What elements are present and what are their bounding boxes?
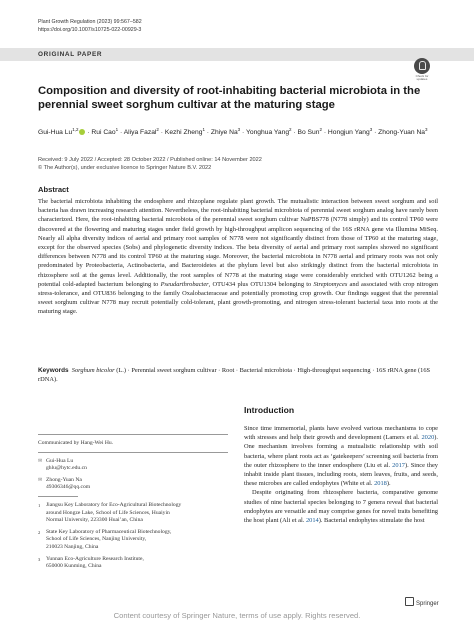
author-affiliation-ref: 1: [115, 127, 119, 132]
citation-link[interactable]: 2018: [374, 480, 387, 488]
author-name: Kezhi Zheng: [164, 129, 203, 137]
article-title: Composition and diversity of root-inhabiting bacterial microbiota in the perennial sweet sorghum cultivar at the maturing stage: [38, 85, 421, 111]
introduction-paragraph: [244, 424, 438, 488]
copyright-notice: © The Author(s), under exclusive licence to Springer Nature B.V. 2022: [38, 165, 212, 171]
author-name: Yonghua Yang: [246, 129, 290, 137]
author-name: Hongjun Yang: [327, 129, 370, 137]
author-affiliation-ref: 2: [289, 127, 292, 132]
introduction-text: Despite originating from rhizosphere bacteria, comparative genome studies of nine bacterial species belonging to 7 genera reveal that bacterial endophytes are versatile and may comprise genes for novel traits benefiting the host plant (Ali et al.: [244, 489, 438, 525]
affiliation-line: Normal University, 223300 Huai’an, China: [46, 517, 143, 524]
introduction-text: ). Bacterial endophytes stimulate the host: [318, 517, 425, 525]
affiliation-line: 650000 Kunming, China: [46, 563, 102, 570]
author-entry[interactable]: [38, 129, 85, 136]
author-affiliation-ref: 2: [319, 127, 322, 132]
affiliation-number: 3: [38, 556, 41, 562]
author-entry[interactable]: [91, 129, 118, 136]
contact-entry: [38, 458, 228, 473]
journal-citation: Plant Growth Regulation (2023) 99:567–582: [38, 19, 142, 25]
notes-divider: [38, 452, 228, 453]
author-entry[interactable]: [328, 129, 372, 136]
received-accepted-dates: Received: 9 July 2022 / Accepted: 28 October 2022 / Published online: 14 November 2022: [38, 157, 262, 163]
notes-divider-top: [38, 434, 228, 435]
citation-link[interactable]: 2014: [305, 517, 319, 525]
author-list: Gui-Hua Lu$^{1,2}$ · Rui Cao$^1$ · Aliya Fazal$^2$ · Kezhi Zheng$^1$ · Zhiye $Na^3$ · Yonghua Yang$^2$ · Bo Sun$^2$ · Hongjun Yang$^3$ · Zhong-Yuan Na$^3$: [38, 127, 428, 137]
affiliation-list: [38, 502, 228, 571]
badge-label-line2: updates: [416, 77, 428, 82]
publisher-logo: [405, 597, 439, 607]
introduction-paragraph: [244, 488, 438, 525]
author-name: Zhong-Yuan Na: [378, 129, 426, 137]
contact-list: [38, 458, 228, 492]
email-icon: ✉: [38, 477, 43, 483]
footer-notice: Content courtesy of Springer Nature, terms of use apply. Rights reserved.: [113, 611, 361, 620]
article-type-label: ORIGINAL PAPER: [38, 51, 103, 58]
author-affiliation-ref: 1: [202, 127, 205, 132]
affiliation-line: State Key Laboratory of Pharmaceutical Biotechnology,: [46, 528, 172, 535]
affiliation-divider: [38, 496, 78, 497]
affiliation-number: 1: [38, 502, 41, 508]
introduction-text: ). Since they inhabit inside plant tissues, including roots, stem leaves, fruits, and seeds, these microbes are called endophytes (White et al.: [244, 461, 438, 488]
introduction-text: ).: [386, 480, 391, 488]
author-name: Zhiye Na: [210, 129, 238, 137]
article-notes-column: [38, 430, 228, 575]
orcid-icon[interactable]: [79, 129, 85, 135]
author-affiliation-ref: 3: [425, 127, 428, 132]
author-name: Rui Cao: [91, 129, 116, 137]
email-icon: ✉: [38, 458, 43, 464]
abstract-taxon: Pseudarthrobacter: [160, 280, 209, 288]
keywords-list: (L.) · Perennial sweet sorghum cultivar · Root · Bacterial microbiota · High-throughput sequencing · 16S rRNA gene (16S rDNA).: [38, 367, 431, 384]
publication-dates: [38, 156, 438, 172]
affiliation-line: Yunnan Eco-Agriculture Research Institute,: [46, 555, 144, 562]
author-affiliation-ref: 3: [237, 127, 241, 132]
abstract-body: [38, 197, 438, 317]
author-entry[interactable]: [211, 129, 240, 136]
contact-name: Gui-Hua Lu: [46, 457, 74, 464]
introduction-body: [244, 424, 438, 525]
author-affiliation-ref: 3: [369, 127, 373, 132]
introduction-text: ). One mechanism involves forming a mutualistic relationship with soil bacteria, where plant roots act as ‘gatekeepers’ screening soil bacteria from the outer rhizosphere to the inner endosphere (Liu et al.: [244, 434, 438, 469]
publisher-name: Springer: [416, 601, 439, 607]
author-entry[interactable]: [165, 129, 205, 136]
affiliation-number: 2: [38, 529, 41, 535]
author-affiliation-ref: 1,2: [72, 127, 79, 132]
abstract-text: and associated with crop nitrogen stress-tolerance, and OTU836 belonging to the family Oxalobacteraceae and potentially promoting crop growth. Our findings suggest that the perennial sweet sorghum cultivar N778 may recruit potentially cold-tolerant, plant growth-promoting, and nitrogen stress-tolerant bacterial taxa into roots at the maturing stage.: [38, 280, 438, 316]
abstract-heading: Abstract: [38, 185, 69, 194]
keywords-label: Keywords: [38, 367, 69, 374]
keywords-italic-term: Sorghum bicolor: [71, 367, 115, 374]
author-name: Gui-Hua Lu: [38, 129, 73, 137]
springer-horse-icon: [405, 597, 414, 606]
abstract-text: The bacterial microbiota inhabiting the endosphere and rhizoplane regulate plant growth. The mutualistic interaction between sweet sorghum and soil bacteria has drawn increasing research attention. Nevertheless, the root-inhabiting bacterial microbiota of perennial sweet sorghum analog have rarely been characterized. Here, the root-inhabiting bacterial microbiota of the perennial sweet sorghum cultivar NaPBS778 (N778 simply) and its control TP60 were discovered at the flowering and maturing stages under field growth by high-throughput amplicon sequencing of the 16S rRNA gene via Illumina MiSeq. Nearly all alpha diversity indices of aerial and primary root samples of N778 were not significantly distinct from those of TP60 at the maturing stage, except for the observed species (Sobs) and phylogenetic diversity indices. The beta diversity of aerial and primary root samples showed no significant differences between N778 and its control TP60 at the maturing stage. Moreover, the bacterial microbiota in N778 aerial and primary roots was not only predominated by Proteobacteria, Actinobacteria, and Bacteroidetes at the phylum level but also strikingly distinct from the bacterial microbiota in rhizosphere soil at the genus level. Additionally, the root samples of N778 at the maturing stage were considerably enriched with OTU1262 being a potential cold-adapted bacterium belonging to: [38, 198, 438, 288]
author-name: Bo Sun: [297, 129, 320, 137]
contact-email[interactable]: 49306346@qq.com: [46, 484, 91, 491]
introduction-text: Since time immemorial, plants have evolved various mechanisms to cope with stresses and help their growth and development (Lamers et al.: [244, 425, 438, 442]
affiliation-line: School of Life Sciences, Nanjing University,: [46, 536, 147, 543]
author-entry[interactable]: [124, 129, 159, 136]
keywords-section: [38, 366, 438, 384]
introduction-heading: Introduction: [244, 405, 295, 415]
communicated-by: Communicated by Hang-Wei Hu.: [38, 440, 114, 446]
affiliation-line: 210023 Nanjing, China: [46, 543, 99, 550]
affiliation-line: around Hongze Lake, School of Life Sciences, Huaiyin: [46, 509, 170, 516]
contact-entry: [38, 477, 228, 492]
author-affiliation-ref: 2: [156, 127, 159, 132]
badge-label-line1: Check for: [415, 74, 429, 78]
contact-email[interactable]: ghlu@hytc.edu.cn: [46, 465, 87, 472]
author-entry[interactable]: [246, 129, 292, 136]
affiliation-entry: [38, 556, 228, 571]
journal-header: [38, 18, 142, 34]
citation-link[interactable]: 2017: [392, 461, 405, 469]
check-for-updates-badge[interactable]: [411, 58, 433, 80]
affiliation-line: Jiangsu Key Laboratory for Eco-Agricultural Biotechnology: [46, 501, 182, 508]
contact-name: Zhong-Yuan Na: [46, 476, 82, 483]
author-entry[interactable]: [378, 129, 427, 136]
affiliation-entry: [38, 529, 228, 552]
doi-link[interactable]: https://doi.org/10.1007/s10725-022-00929-3: [38, 27, 142, 33]
bookmark-icon: [414, 58, 430, 74]
affiliation-entry: [38, 502, 228, 525]
abstract-text: , OTU434 plus OTU1304 belonging to: [208, 280, 314, 288]
abstract-taxon: Streptomyces: [313, 280, 348, 288]
citation-link[interactable]: 2020: [421, 434, 435, 442]
author-entry[interactable]: [298, 129, 322, 136]
author-name: Aliya Fazal: [123, 129, 157, 137]
